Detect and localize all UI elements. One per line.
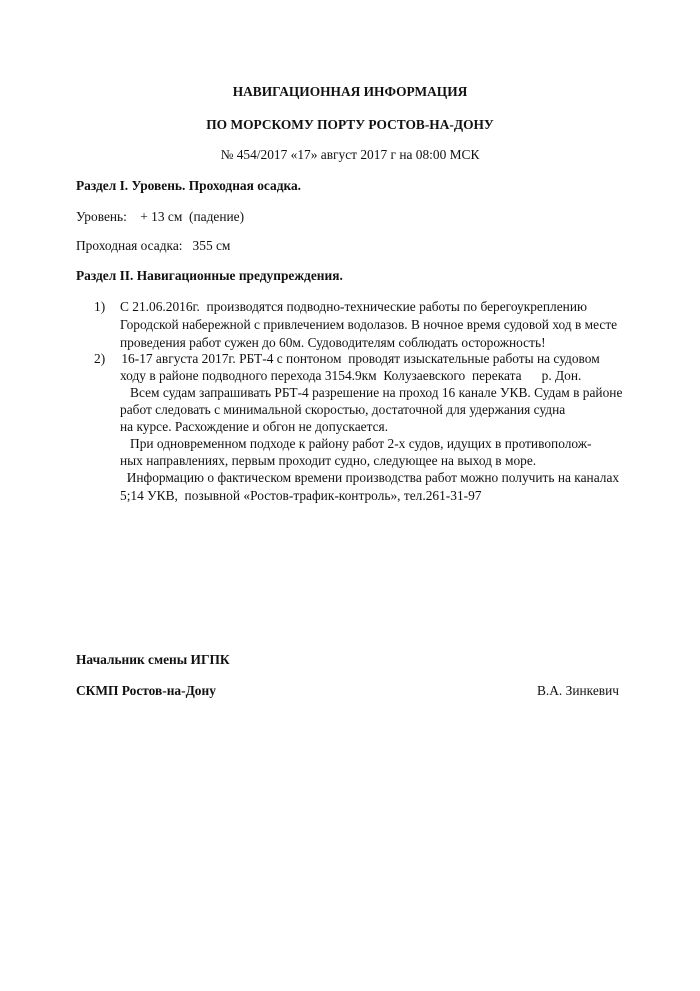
- issue-line: № 454/2017 «17» август 2017 г на 08:00 МСК: [220, 147, 480, 162]
- list-item-line: проведения работ сужен до 60м. Судоводителям соблюдать осторожность!: [120, 335, 546, 350]
- list-item-line: ходу в районе подводного перехода 3154.9км Колузаевского переката р. Дон.: [120, 368, 582, 383]
- list-item-line: Информацию о фактическом времени производства работ можно получить на каналах: [120, 470, 620, 485]
- list-item-line: При одновременном подходе к району работ 2-х судов, идущих в противополож-: [120, 436, 592, 451]
- list-item-line: на курсе. Расхождение и обгон не допускается.: [120, 419, 389, 434]
- draft-line: Проходная осадка: 355 см: [76, 238, 231, 253]
- item-number: 2): [94, 351, 106, 366]
- document-title: НАВИГАЦИОННАЯ ИНФОРМАЦИЯ: [232, 84, 468, 99]
- document-subtitle: ПО МОРСКОМУ ПОРТУ РОСТОВ-НА-ДОНУ: [206, 117, 494, 132]
- list-item-line: ных направлениях, первым проходит судно, следующее на выход в море.: [120, 453, 537, 468]
- item-number: 1): [94, 299, 106, 314]
- signature-position-line1: Начальник смены ИГПК: [76, 652, 230, 667]
- section1-heading: Раздел I. Уровень. Проходная осадка.: [76, 178, 302, 193]
- signature-name: В.А. Зинкевич: [536, 683, 619, 698]
- list-item-line: Городской набережной с привлечением водолазов. В ночное время судовой ход в месте: [120, 317, 618, 332]
- section2-heading: Раздел II. Навигационные предупреждения.: [76, 268, 343, 283]
- level-line: Уровень: + 13 см (падение): [76, 209, 245, 224]
- signature-position-line2: СКМП Ростов-на-Дону: [76, 683, 216, 698]
- list-item-line: 5;14 УКВ, позывной «Ростов-трафик-контроль», тел.261-31-97: [120, 488, 482, 503]
- list-item-line: Всем судам запрашивать РБТ-4 разрешение на проход 16 канале УКВ. Судам в районе: [120, 385, 623, 400]
- list-item-line: работ следовать с минимальной скоростью, достаточной для удержания судна: [120, 402, 566, 417]
- list-item-line: 16-17 августа 2017г. РБТ-4 с понтоном проводят изыскательные работы на судовом: [118, 351, 600, 366]
- list-item-line: С 21.06.2016г. производятся подводно-технические работы по берегоукреплению: [120, 299, 587, 314]
